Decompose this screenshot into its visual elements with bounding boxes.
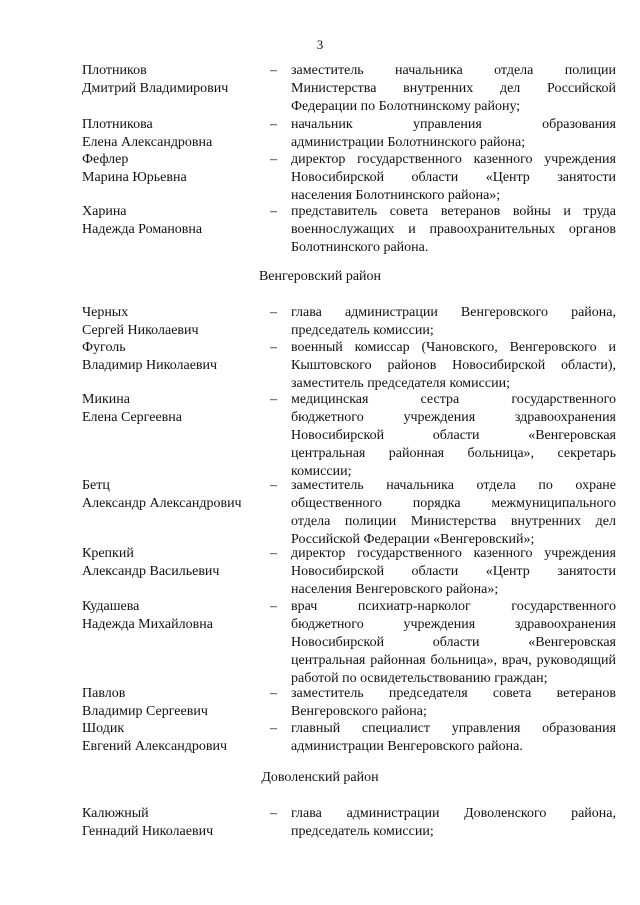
dash-separator: – (270, 478, 277, 493)
member-given-names: Надежда Михайловна (82, 617, 213, 632)
role-line: глава администрации Венгеровского района, (291, 305, 616, 320)
role-line: администрации Венгеровского района. (291, 739, 523, 754)
member-surname: Крепкий (82, 546, 134, 561)
member-given-names: Елена Александровна (82, 135, 213, 150)
member-given-names: Владимир Сергеевич (82, 704, 208, 719)
member-role (291, 62, 616, 116)
role-line: отдела полиции Министерства внутренних дел (291, 514, 616, 529)
member-surname: Кудашева (82, 599, 140, 614)
member-surname: Черных (82, 305, 129, 320)
role-line: Новосибирской области «Венгеровская (291, 428, 616, 443)
member-surname: Плотников (82, 63, 147, 78)
role-line: заместитель начальника отдела полиции (291, 63, 616, 78)
member-given-names: Владимир Николаевич (82, 358, 218, 373)
role-line: центральная районная больница», секретарь (291, 446, 616, 461)
dash-separator: – (270, 546, 277, 561)
role-line: председатель комиссии; (291, 323, 434, 338)
dash-separator: – (270, 117, 277, 132)
member-role (291, 805, 616, 841)
role-line: Венгеровского района; (291, 704, 427, 719)
role-line: военный комиссар (Чановского, Венгеровского и (291, 340, 616, 355)
role-line: главный специалист управления образования (291, 721, 616, 736)
role-line: военнослужащих и правоохранительных органов (291, 222, 616, 237)
member-given-names: Елена Сергеевна (82, 410, 182, 425)
member-given-names: Александр Васильевич (82, 564, 220, 579)
member-surname: Павлов (82, 686, 126, 701)
role-line: Новосибирской области «Венгеровская (291, 635, 616, 650)
role-line: Болотнинского района. (291, 240, 429, 255)
member-surname: Плотникова (82, 117, 153, 132)
dash-separator: – (270, 721, 277, 736)
role-line: администрации Болотнинского района; (291, 135, 526, 150)
role-line: бюджетного учреждения здравоохранения (291, 410, 616, 425)
role-line: общественного порядка межмуниципального (291, 496, 616, 511)
role-line: бюджетного учреждения здравоохранения (291, 617, 616, 632)
role-line: центральная районная больница», врач, руководящий (291, 653, 616, 668)
member-surname: Фуголь (82, 340, 126, 355)
member-role (291, 116, 616, 152)
role-line: населения Венгеровского района»; (291, 582, 499, 597)
member-role (291, 339, 616, 393)
role-line: Новосибирской области «Центр занятости (291, 564, 616, 579)
member-role (291, 151, 616, 205)
dash-separator: – (270, 340, 277, 355)
member-given-names: Евгений Александрович (82, 739, 228, 754)
dash-separator: – (270, 806, 277, 821)
dash-separator: – (270, 152, 277, 167)
member-given-names: Марина Юрьевна (82, 170, 187, 185)
role-line: Российской Федерации «Венгеровский»; (291, 532, 535, 547)
member-role (291, 598, 616, 688)
member-role (291, 685, 616, 721)
district-heading: Венгеровский район (258, 269, 382, 284)
member-surname: Шодик (82, 721, 125, 736)
role-line: директор государственного казенного учреждения (291, 546, 616, 561)
role-line: представитель совета ветеранов войны и труда (291, 204, 616, 219)
role-line: директор государственного казенного учреждения (291, 152, 616, 167)
member-given-names: Геннадий Николаевич (82, 824, 214, 839)
role-line: заместитель председателя совета ветеранов (291, 686, 616, 701)
role-line: Федерации по Болотнинскому району; (291, 99, 521, 114)
dash-separator: – (270, 392, 277, 407)
member-given-names: Надежда Романовна (82, 222, 203, 237)
member-role (291, 203, 616, 257)
dash-separator: – (270, 686, 277, 701)
role-line: работой по освидетельствованию граждан; (291, 671, 548, 686)
dash-separator: – (270, 305, 277, 320)
page-number: 3 (316, 37, 324, 52)
role-line: Кыштовского районов Новосибирской области), (291, 358, 616, 373)
role-line: медицинская сестра государственного (291, 392, 616, 407)
member-surname: Микина (82, 392, 130, 407)
member-role (291, 391, 616, 481)
member-given-names: Александр Александрович (82, 496, 242, 511)
role-line: Новосибирской области «Центр занятости (291, 170, 616, 185)
member-surname: Харина (82, 204, 127, 219)
member-surname: Фефлер (82, 152, 129, 167)
member-given-names: Сергей Николаевич (82, 323, 199, 338)
role-line: заместитель начальника отдела по охране (291, 478, 616, 493)
role-line: начальник управления образования (291, 117, 616, 132)
district-heading: Доволенский район (261, 770, 379, 785)
dash-separator: – (270, 599, 277, 614)
member-role (291, 477, 616, 549)
member-given-names: Дмитрий Владимирович (82, 81, 229, 96)
role-line: заместитель председателя комиссии; (291, 376, 510, 391)
role-line: населения Болотнинского района»; (291, 188, 501, 203)
role-line: глава администрации Доволенского района, (291, 806, 616, 821)
role-line: председатель комиссии; (291, 824, 434, 839)
dash-separator: – (270, 204, 277, 219)
member-surname: Бетц (82, 478, 110, 493)
member-surname: Калюжный (82, 806, 149, 821)
dash-separator: – (270, 63, 277, 78)
role-line: комиссии; (291, 464, 352, 479)
role-line: Министерства внутренних дел Российской (291, 81, 616, 96)
member-role (291, 545, 616, 599)
member-role (291, 304, 616, 340)
member-role (291, 720, 616, 756)
role-line: врач психиатр-нарколог государственного (291, 599, 616, 614)
